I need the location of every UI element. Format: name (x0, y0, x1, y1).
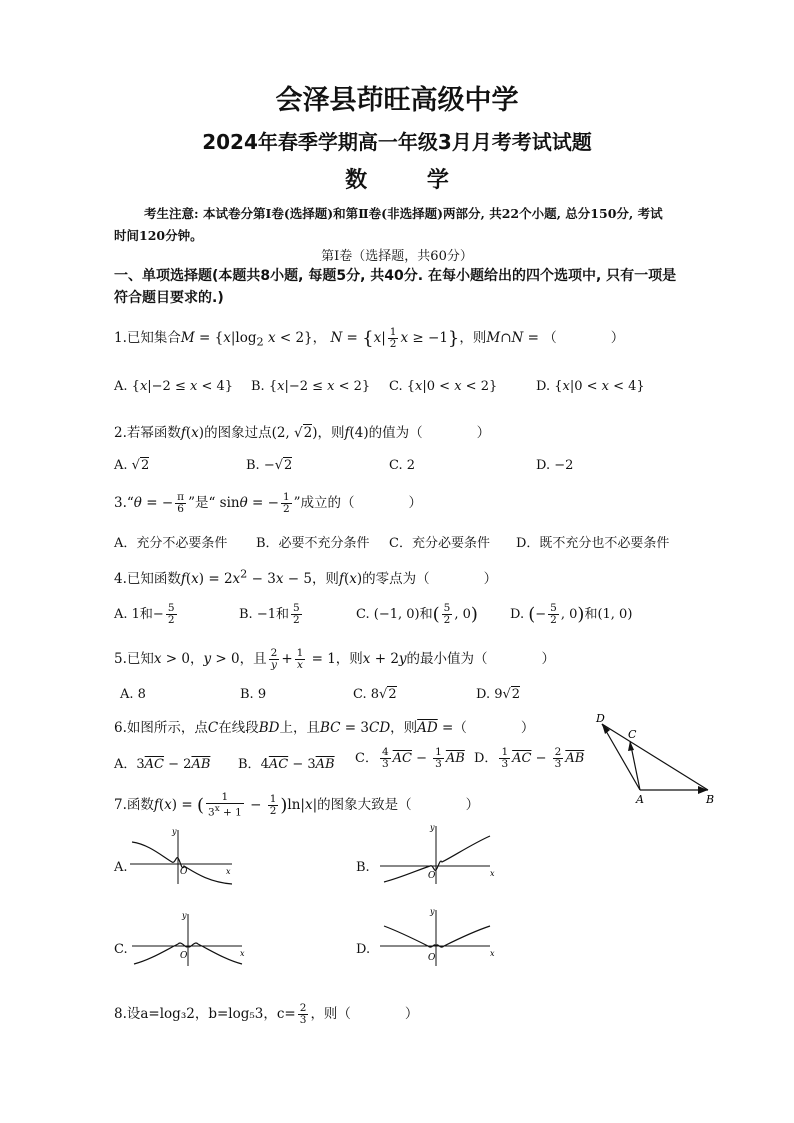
q2-option-d[interactable]: D. −2 (536, 458, 574, 473)
q6-option-d[interactable]: D． $\frac{1}{3}$ $\overline{AC}$ − $\frac{2}{3}$ $\overline{AB}$ (474, 746, 585, 770)
q7-option-d[interactable]: D. (356, 942, 371, 957)
svg-text:y: y (182, 911, 187, 920)
segment-db (602, 724, 708, 790)
q5-option-c[interactable]: C. 8√2 (353, 687, 397, 702)
q7-graph-c (130, 910, 248, 968)
q6-triangle-figure (590, 708, 730, 808)
q6-option-b[interactable]: B．$4\overline{AC} - 3\overline{AB}$ (238, 757, 335, 772)
exam-title: 2024年春季学期高一年级3月月考考试试题 (202, 130, 592, 154)
svg-text:O: O (180, 867, 188, 877)
label-b: B (706, 793, 715, 806)
label-c: C (628, 728, 637, 741)
q1-option-d[interactable]: D. {x|0 < x < 4} (536, 379, 645, 394)
q1-option-b[interactable]: B. {x|−2 ≤ x < 2} (251, 379, 371, 394)
q7-option-b[interactable]: B. (356, 860, 370, 875)
school-name: 会泽县茚旺高级中学 (275, 85, 519, 116)
question-7: 7.函数f(x) = ( $\frac{1}{3^x + 1}$ − $\frac{1}{2}$ )ln|x|的图象大致是（ ） (114, 791, 480, 819)
q3-option-c[interactable]: C．充分必要条件 (389, 536, 490, 551)
q2-option-c[interactable]: C. 2 (389, 458, 416, 473)
label-a: A (636, 793, 644, 806)
q4-option-a[interactable]: A. 1和− $\frac{5}{2}$ (114, 602, 175, 626)
label-d: D (596, 712, 605, 725)
section-one-heading: 一、单项选择题(本题共8小题, 每题5分, 共40分. 在每小题给出的四个选项中, 只有一项是符合题目要求的.) (114, 268, 677, 306)
question-2: 2.若幂函数f(x)的图象过点(2, √2)，则f(4)的值为（ ） (114, 425, 491, 441)
q5-option-b[interactable]: B. 9 (240, 687, 267, 702)
svg-text:x: x (490, 949, 495, 958)
question-3: 3.“θ = − $\frac{\pi}{6}$ ”是“ sinθ = − $\frac{1}{2}$ ”成立的（ ） (114, 491, 423, 515)
q2-option-b[interactable]: B. −√2 (246, 458, 293, 473)
q7-graph-b (378, 822, 498, 886)
q1-option-a[interactable]: A. {x|−2 ≤ x < 4} (114, 379, 234, 394)
q7-option-a[interactable]: A. (114, 860, 128, 875)
q1-option-c[interactable]: C. {x|0 < x < 2} (389, 379, 498, 394)
q3-option-a[interactable]: A．充分不必要条件 (114, 536, 228, 551)
q2-option-a[interactable]: A. √2 (114, 458, 150, 473)
q4-option-d[interactable]: D. (− $\frac{5}{2}$ , 0)和(1, 0) (510, 602, 633, 626)
q5-option-d[interactable]: D. 9√2 (476, 687, 521, 702)
q6-option-a[interactable]: A．$3\overline{AC} - 2\overline{AB}$ (114, 757, 211, 772)
q6-option-c[interactable]: C． $\frac{4}{3}$ $\overline{AC}$ − $\frac{1}{3}$ $\overline{AB}$ (355, 746, 465, 770)
q7-graph-d (378, 906, 498, 968)
question-1: 1.已知集合$M = \{x|\log_2$ x < 2}， N = {x| $\frac{1}{2}$ x ≥ −1}，则M∩N = （ ） (114, 326, 625, 350)
exam-notice: 考生注意: 本试卷分第Ⅰ卷(选择题)和第Ⅱ卷(非选择题)两部分, 共22个小题, 总分150分, 考试时间120分钟。 (114, 206, 663, 243)
question-5: 5.已知x > 0，y > 0，且 $\frac{2}{y}$ + $\frac{1}{x}$ = 1，则x + 2y的最小值为（ ） (114, 647, 556, 671)
arrow-d (602, 724, 610, 734)
svg-text:O: O (428, 871, 436, 881)
svg-text:O: O (428, 953, 436, 963)
question-8: 8.设a=log₃2，b=log₅3，c= $\frac{2}{3}$ ，则（ ） (114, 1002, 419, 1026)
svg-text:x: x (226, 867, 231, 876)
q5-option-a[interactable]: A. 8 (120, 687, 146, 702)
svg-text:y: y (172, 827, 177, 836)
question-4: 4.已知函数$f(x) = 2x^2 - 3x - 5$，则f(x)的零点为（ ） (114, 567, 498, 587)
svg-text:y: y (430, 907, 435, 916)
svg-text:x: x (490, 869, 495, 878)
svg-text:x: x (240, 949, 245, 958)
q7-option-c[interactable]: C. (114, 942, 128, 957)
q7-graph-a (128, 826, 238, 886)
q4-option-c[interactable]: C. (−1, 0)和( $\frac{5}{2}$ , 0) (356, 602, 478, 626)
svg-text:O: O (180, 951, 188, 961)
svg-text:y: y (430, 823, 435, 832)
q3-option-d[interactable]: D．既不充分也不必要条件 (516, 536, 670, 551)
q3-option-b[interactable]: B．必要不充分条件 (256, 536, 370, 551)
part-one-heading: 第Ⅰ卷（选择题，共60分） (321, 249, 473, 264)
subject-title: 数 学 (345, 168, 475, 193)
question-6: 6.如图所示，点C在线段BD上，且BC = 3CD，则$\overline{AD}$ =（ ） (114, 720, 535, 736)
q4-option-b[interactable]: B. −1和 $\frac{5}{2}$ (239, 602, 300, 626)
